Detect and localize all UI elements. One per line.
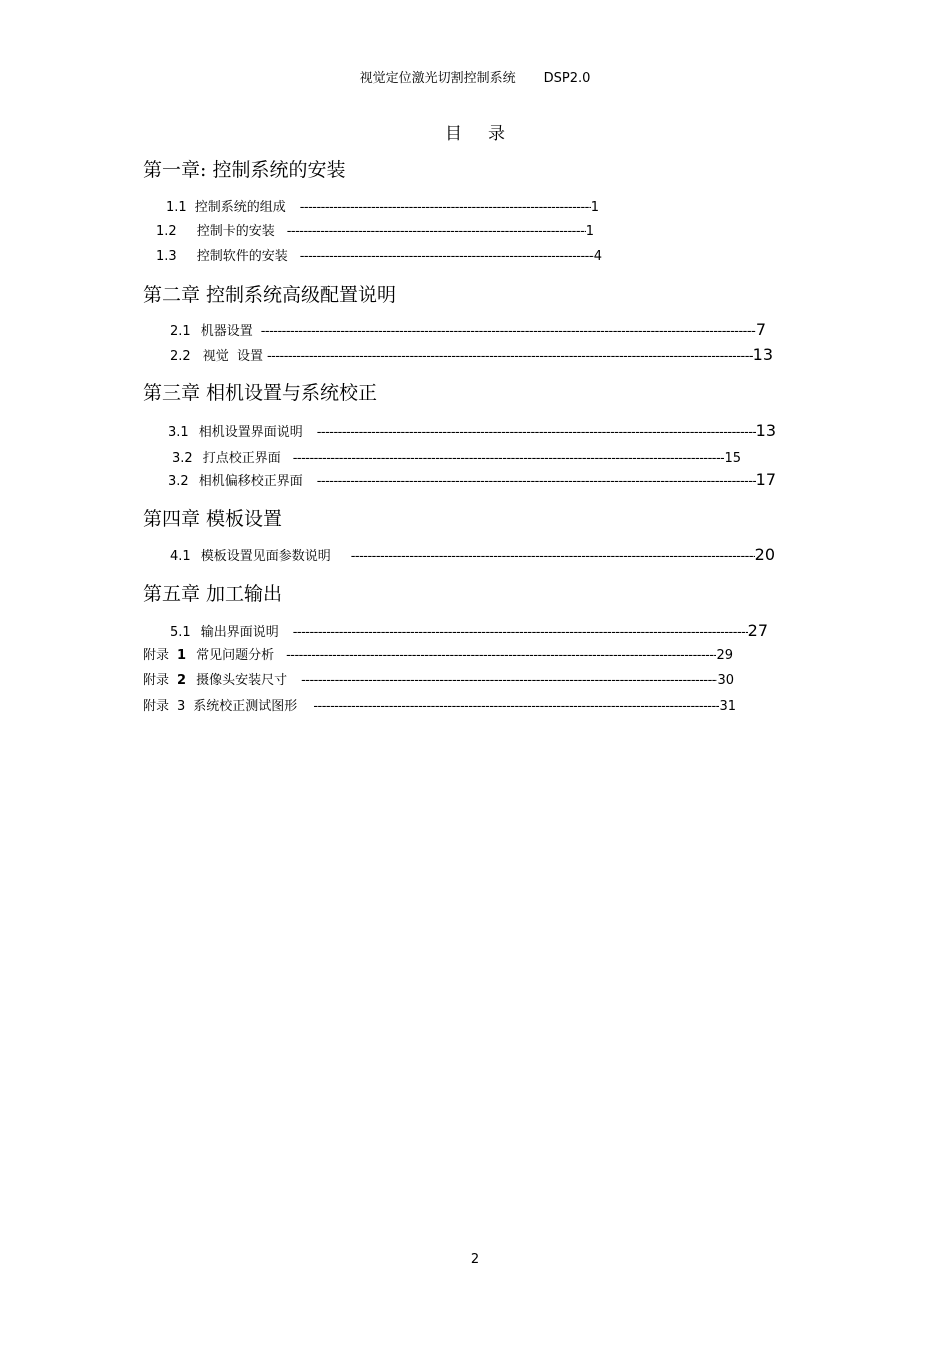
toc-entry[interactable] — [170, 545, 775, 564]
entry-number: 1.3 — [156, 249, 177, 264]
entry-page: 1 — [585, 224, 594, 239]
dot-leader — [313, 699, 719, 714]
entry-page: 27 — [747, 621, 768, 640]
dot-leader — [351, 549, 755, 564]
appendix-label: 常见问题分析 — [196, 648, 275, 663]
toc-title: 目录 — [445, 124, 531, 144]
dot-leader — [293, 451, 725, 466]
dot-leader — [293, 625, 748, 640]
entry-label: 相机设置界面说明 — [198, 425, 303, 440]
chapter-3-title: 第三章 相机设置与系统校正 — [143, 382, 378, 404]
appendix-number: 3 — [177, 699, 186, 714]
entry-number: 5.1 — [170, 625, 191, 640]
entry-page: 4 — [593, 249, 602, 264]
entry-label: 视觉 设置 — [202, 349, 263, 364]
toc-entry[interactable] — [156, 220, 594, 239]
appendix-page: 31 — [719, 699, 736, 714]
dot-leader — [300, 249, 594, 264]
entry-page: 17 — [755, 470, 776, 489]
entry-number: 1.1 — [166, 200, 187, 215]
toc-entry[interactable] — [172, 447, 741, 466]
entry-number: 4.1 — [170, 549, 191, 564]
toc-appendix-entry[interactable] — [143, 644, 733, 663]
toc-entry[interactable] — [156, 245, 602, 264]
entry-label: 打点校正界面 — [202, 451, 281, 466]
dot-leader — [261, 324, 756, 339]
dot-leader — [317, 474, 756, 489]
entry-number: 2.2 — [170, 349, 191, 364]
toc-appendix-entry[interactable] — [143, 669, 734, 688]
entry-number: 3.1 — [168, 425, 189, 440]
chapter-5-title: 第五章 加工输出 — [143, 583, 283, 605]
entry-page: 15 — [724, 451, 741, 466]
entry-number: 3.2 — [168, 474, 189, 489]
dot-leader — [267, 349, 753, 364]
dot-leader — [287, 224, 586, 239]
entry-label: 控制系统的组成 — [194, 200, 286, 215]
toc-entry[interactable] — [170, 621, 768, 640]
entry-label: 模板设置见面参数说明 — [200, 549, 331, 564]
dot-leader — [286, 648, 716, 663]
entry-page: 13 — [755, 421, 776, 440]
entry-number: 3.2 — [172, 451, 193, 466]
toc-appendix-entry[interactable] — [143, 695, 736, 714]
entry-number: 2.1 — [170, 324, 191, 339]
chapter-4-title: 第四章 模板设置 — [143, 508, 283, 530]
running-header — [0, 67, 950, 86]
entry-page: 7 — [755, 320, 766, 339]
toc-entry[interactable] — [170, 345, 773, 364]
appendix-label: 系统校正测试图形 — [193, 699, 298, 714]
page-number: 2 — [470, 1252, 480, 1267]
entry-label: 相机偏移校正界面 — [198, 474, 303, 489]
toc-entry[interactable] — [168, 421, 776, 440]
toc-entry[interactable] — [166, 196, 599, 215]
dot-leader — [317, 425, 756, 440]
header-version: DSP2.0 — [543, 71, 591, 86]
entry-page: 1 — [590, 200, 599, 215]
entry-label: 输出界面说明 — [200, 625, 279, 640]
toc-entry[interactable] — [170, 320, 766, 339]
appendix-prefix: 附录 — [143, 699, 170, 714]
appendix-page: 29 — [716, 648, 733, 663]
appendix-label: 摄像头安装尺寸 — [196, 673, 288, 688]
entry-label: 控制软件的安装 — [196, 249, 288, 264]
appendix-prefix: 附录 — [143, 648, 170, 663]
appendix-number: 2 — [177, 673, 187, 688]
chapter-2-title: 第二章 控制系统高级配置说明 — [143, 284, 397, 306]
dot-leader — [300, 200, 591, 215]
appendix-page: 30 — [717, 673, 734, 688]
entry-page: 13 — [752, 345, 773, 364]
entry-number: 1.2 — [156, 224, 177, 239]
entry-label: 控制卡的安装 — [196, 224, 275, 239]
entry-label: 机器设置 — [200, 324, 253, 339]
entry-page: 20 — [754, 545, 775, 564]
appendix-prefix: 附录 — [143, 673, 170, 688]
appendix-number: 1 — [177, 648, 187, 663]
dot-leader — [301, 673, 717, 688]
chapter-1-title: 第一章: 控制系统的安装 — [143, 159, 346, 181]
header-system-name: 视觉定位激光切割控制系统 — [359, 71, 516, 86]
toc-entry[interactable] — [168, 470, 776, 489]
